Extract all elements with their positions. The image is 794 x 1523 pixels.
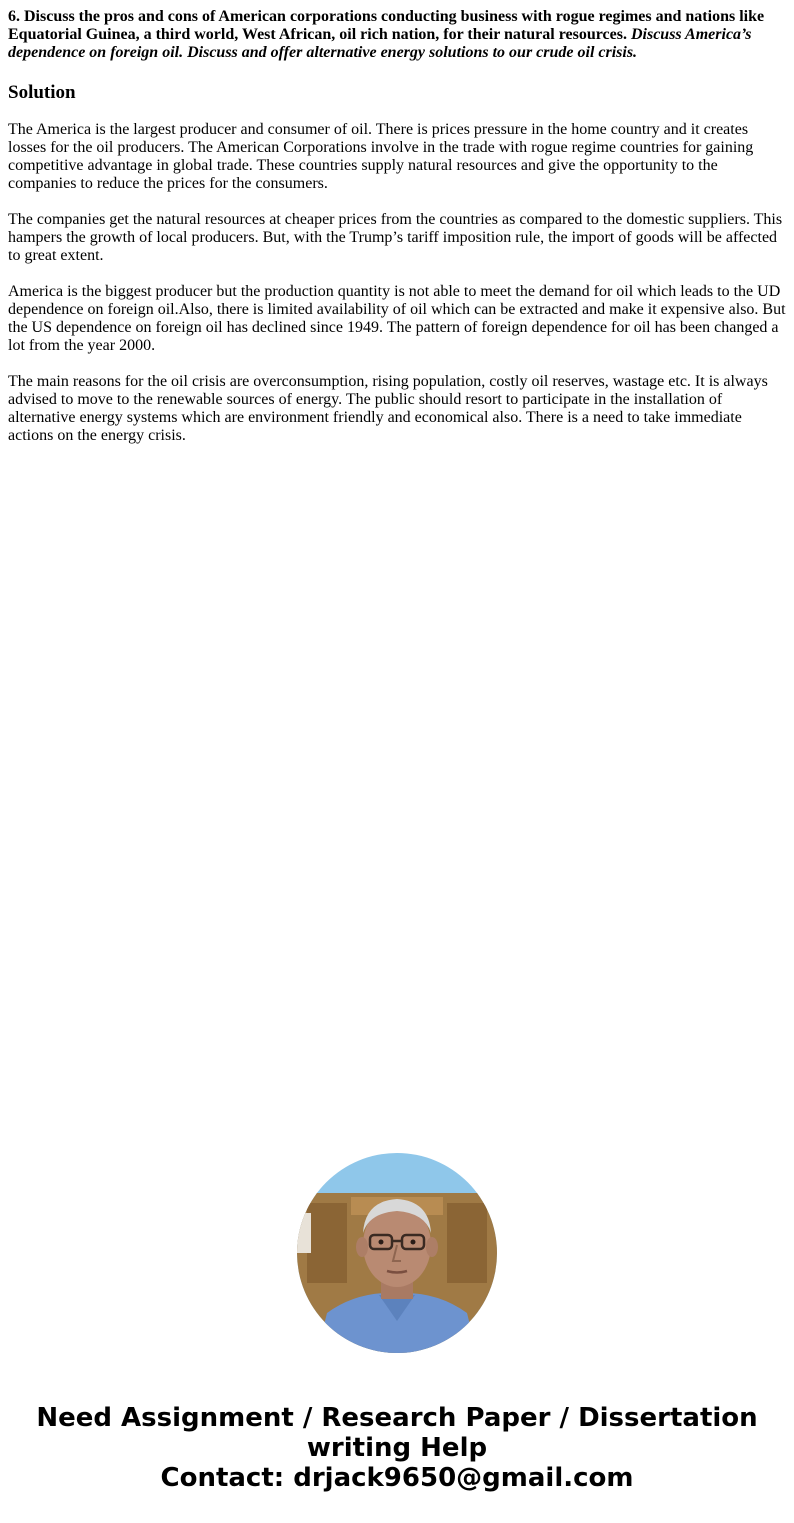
solution-paragraph: The America is the largest producer and consumer of oil. There is prices pressure in the home country and it creates losses for the oil producers. The American Corporations involve in the trade with rogue regime countries for gaining competitive advantage in global trade. These countries supply natural resources and give the opportunity to the companies to reduce the prices for the consumers. (8, 121, 754, 192)
promo-contact-email: Contact: drjack9650@gmail.com (160, 1463, 634, 1493)
promo-banner (0, 1403, 794, 1493)
promo-line-2: writing Help (306, 1433, 488, 1463)
question-italic-text: Discuss America’s dependence on foreign oil. Discuss and offer alternative energy solutions to our crude oil crisis. (8, 26, 752, 61)
document-body (8, 8, 788, 445)
solution-paragraph: America is the biggest producer but the production quantity is not able to meet the demand for oil which leads to the UD dependence on foreign oil.Also, there is limited availability of oil which can be extracted and make it expensive also. But the US dependence on foreign oil has declined since 1949. The pattern of foreign dependence for oil has been changed a lot from the year 2000. (8, 283, 786, 354)
question-text (8, 8, 788, 62)
solution-paragraph: The companies get the natural resources at cheaper prices from the countries as compared to the domestic suppliers. This hampers the growth of local producers. But, with the Trump’s tariff imposition rule, the import of goods will be affected to great extent. (8, 211, 783, 264)
promo-line-1: Need Assignment / Research Paper / Dissertation (36, 1403, 758, 1433)
question-bold-text: 6. Discuss the pros and cons of American corporations conducting business with rogue regimes and nations like Equatorial Guinea, a third world, West African, oil rich nation, for their natural resources. (8, 8, 765, 43)
tutor-portrait-icon (297, 1153, 497, 1353)
tutor-avatar (297, 1153, 497, 1353)
solution-heading: Solution (8, 82, 76, 103)
solution-paragraph: The main reasons for the oil crisis are overconsumption, rising population, costly oil reserves, wastage etc. It is always advised to move to the renewable sources of energy. The public should resort to participate in the installation of alternative energy systems which are environment friendly and economical also. There is a need to take immediate actions on the energy crisis. (8, 373, 768, 444)
